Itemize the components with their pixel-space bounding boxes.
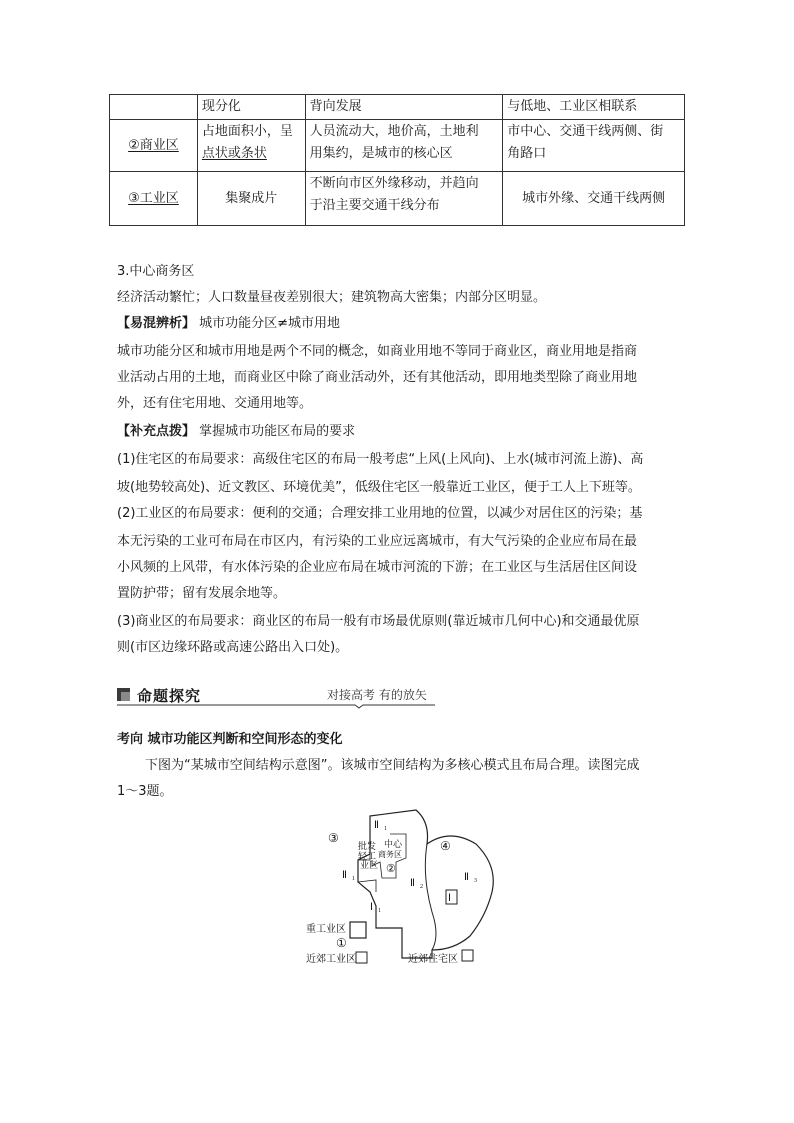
question-text: 下图为“某城市空间结构示意图”。该城市空间结构为多核心模式且布局合理。读图完成 [145, 758, 640, 773]
table-cell: 城市外缘、交通干线两侧 [503, 172, 685, 226]
banner-underline [117, 703, 435, 709]
circle-label-4: ④ [440, 839, 451, 853]
cell-text: 人员流动大，地价高，土地利 [309, 124, 479, 139]
cell-text: 角路口 [507, 146, 547, 161]
paragraph-line: 业活动占用的土地，而商业区中除了商业活动外，还有其他活动，即用地类型除了商业用地 [117, 370, 638, 385]
near-residential-box [462, 950, 473, 961]
table-row [110, 95, 685, 120]
circle-label-1: ① [336, 936, 347, 950]
cell-text: 不断向市区外缘移动，并趋向 [309, 176, 479, 191]
zone-subscript: 3 [474, 878, 477, 884]
supplement-heading [117, 422, 355, 442]
near-residential-label: 近郊住宅区 [408, 954, 458, 965]
cell-text: 于沿主要交通干线分布 [309, 198, 440, 213]
section-banner [117, 685, 435, 709]
circle-label-2: ② [386, 863, 396, 875]
paragraph-line: 则(市区边缘环路或高速公路出入口处)。 [117, 640, 349, 655]
cbd-description: 经济活动繁忙；人口数量昼夜差别很大；建筑物高大密集；内部分区明显。 [117, 290, 547, 305]
cell-text: 占地面积小，呈 [201, 124, 293, 139]
zone-subscript: 1 [352, 876, 355, 882]
table-cell: 集聚成片 [197, 172, 305, 226]
paragraph-line: 置防护带；留有发展余地等。 [117, 586, 287, 601]
paragraph-line: (1)住宅区的布局要求：高级住宅区的布局一般考虑“上风(上风向)、上水(城市河流上游)、高 [117, 452, 644, 467]
banner-subtitle: 对接高考 有的放矢 [327, 688, 427, 702]
paragraph-line: 本无污染的工业可布局在市区内，有污染的工业应远离城市，有大气污染的企业应布局在最 [117, 534, 638, 549]
paragraph-line: 坡(地势较高处)、近文教区、环境优美”，低级住宅区一般靠近工业区，便于工人上下班等。 [117, 480, 641, 495]
zone-label-II: Ⅱ [374, 820, 379, 831]
city-structure-diagram [300, 800, 500, 970]
zone-label-wholesale: 批发 [358, 841, 377, 851]
row-name: ②商业区 [128, 137, 179, 153]
table-cell: 现分化 [197, 95, 305, 120]
heavy-industry-label: 重工业区 [306, 924, 346, 935]
banner-title: 命题探究 [137, 687, 202, 705]
banner-square-icon [121, 692, 130, 701]
zone-label-I: Ⅰ [448, 893, 451, 904]
row-name: ③工业区 [128, 190, 179, 206]
zone-label-light-industry: 轻工 [358, 851, 377, 861]
confuse-heading [117, 314, 340, 334]
zone-label-light-industry-2: 业区 [360, 860, 379, 870]
zone-label-II: Ⅱ [464, 872, 469, 883]
near-industry-label: 近郊工业区 [306, 954, 356, 965]
table-row [110, 172, 685, 226]
table-cell [305, 120, 503, 172]
table-cell [305, 172, 503, 226]
zone-label-II: Ⅱ [410, 878, 415, 889]
zone-comparison-table [109, 94, 685, 226]
paragraph-line: 城市功能分区和城市用地是两个不同的概念，如商业用地不等同于商业区，商业用地是指商 [117, 344, 638, 359]
zone-label-I: Ⅰ [370, 902, 373, 913]
table-cell [197, 120, 305, 172]
confuse-title: 城市功能分区≠城市用地 [199, 316, 341, 331]
circle-label-3: ③ [328, 831, 339, 845]
city-boundary [358, 810, 493, 958]
zone-label-II: Ⅱ [342, 870, 347, 881]
zone-subscript: 1 [384, 826, 387, 832]
table-cell: 与低地、工业区相联系 [503, 95, 685, 120]
question-heading: 考向 城市功能区判断和空间形态的变化 [117, 732, 343, 747]
zone-label-cbd: 商务区 [378, 850, 402, 859]
supplement-title: 掌握城市功能区布局的要求 [199, 424, 356, 439]
cell-text: 市中心、交通干线两侧、街 [507, 124, 664, 139]
cbd-heading: 3.中心商务区 [117, 264, 195, 279]
zone-subscript: 2 [420, 884, 423, 890]
zone-subscript: 1 [378, 908, 381, 914]
table-cell [110, 95, 198, 120]
table-cell [110, 120, 198, 172]
confuse-tag: 【易混辨析】 [117, 316, 196, 331]
table-cell: 背向发展 [305, 95, 503, 120]
table-cell [503, 120, 685, 172]
paragraph-line: 外，还有住宅用地、交通用地等。 [117, 396, 313, 411]
paragraph-line: 小风频的上风带，有水体污染的企业应布局在城市河流的下游；在工业区与生活居住区间设 [117, 560, 638, 575]
question-text: 1～3题。 [117, 784, 173, 799]
table-cell [110, 172, 198, 226]
near-industry-box [356, 952, 367, 963]
heavy-industry-box [350, 922, 366, 938]
supplement-tag: 【补充点拨】 [117, 424, 196, 439]
table-row [110, 120, 685, 172]
cell-text: 点状或条状 [201, 146, 267, 161]
paragraph-line: (2)工业区的布局要求：便利的交通；合理安排工业用地的位置，以减少对居住区的污染；基 [117, 506, 643, 521]
paragraph-line: (3)商业区的布局要求：商业区的布局一般有市场最优原则(靠近城市几何中心)和交通最优原 [117, 614, 640, 629]
zone-label-center: 中心 [384, 839, 403, 849]
cell-text: 用集约，是城市的核心区 [309, 146, 453, 161]
